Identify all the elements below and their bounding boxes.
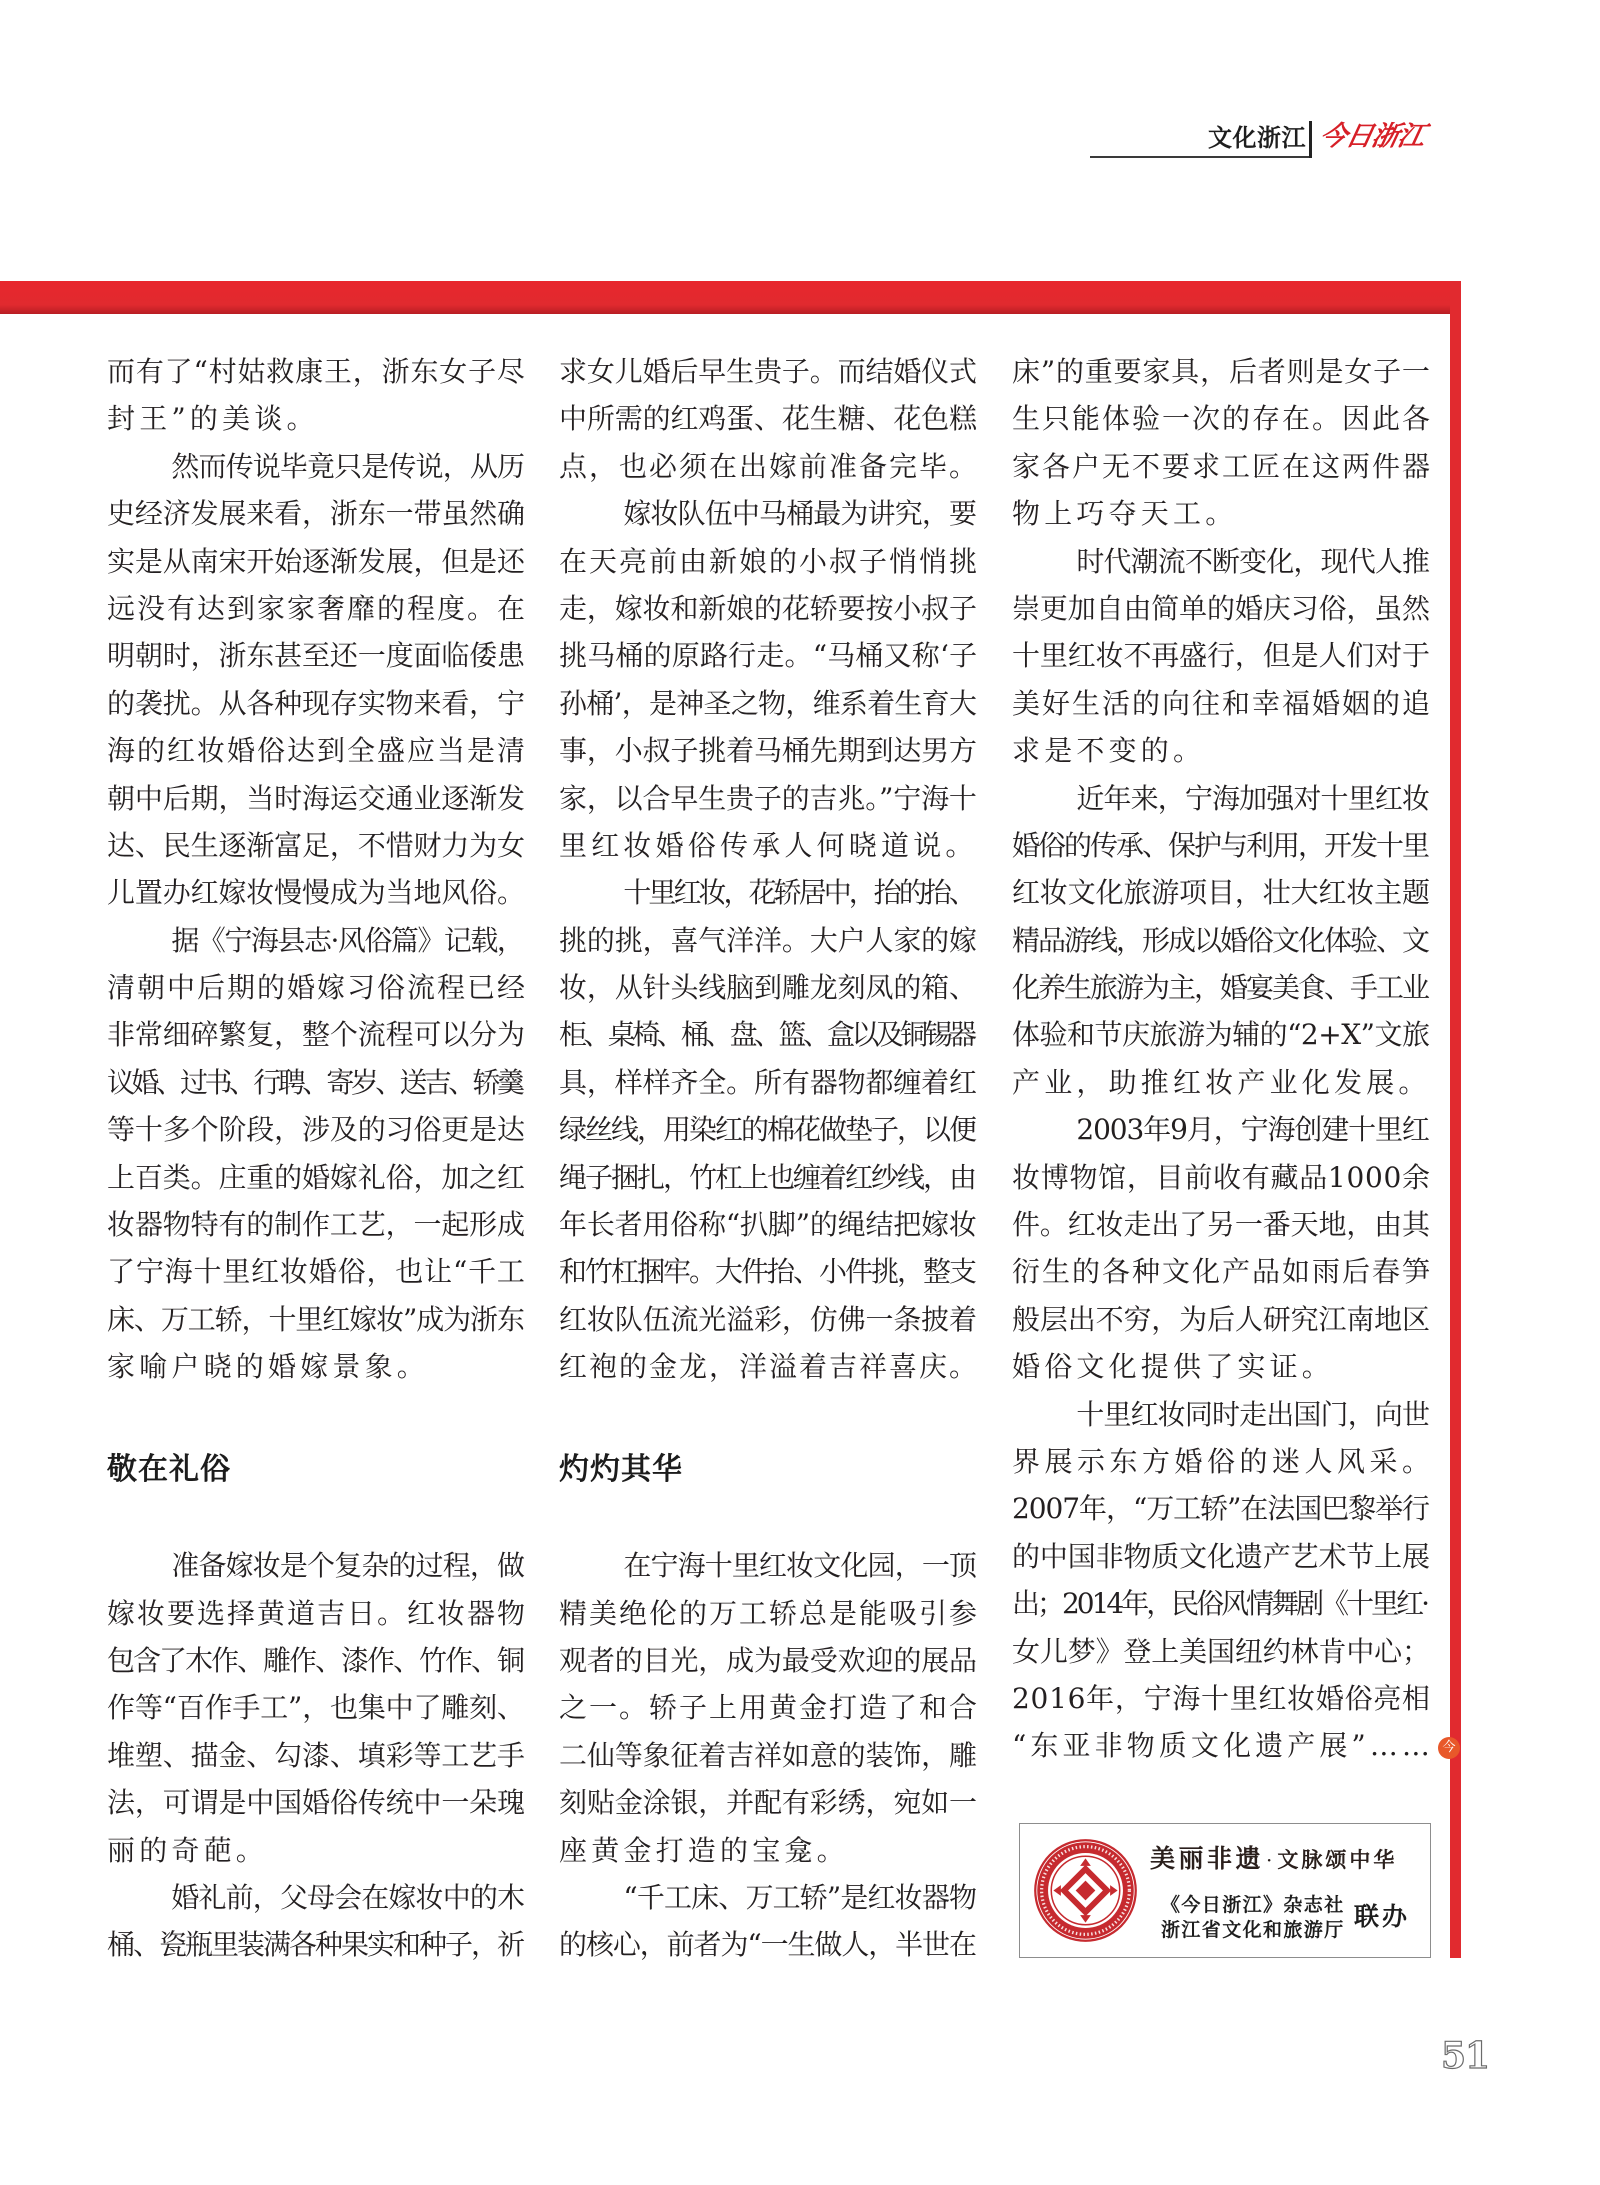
text-line-content: 婚俗文化提供了实证。: [1012, 1350, 1335, 1384]
section-title: 文化浙江: [1208, 124, 1306, 152]
text-line-content: 件。红妆走出了另一番天地，由其: [1012, 1208, 1430, 1242]
text-line-content: 十里红妆，花轿居中，抬的抬、: [623, 876, 974, 910]
text-line: [1012, 1485, 1430, 1532]
text-line-content: 而有了“村姑救康王，浙东女子尽: [107, 355, 526, 388]
text-line-content: 具，样样齐全。所有器物都缠着红: [559, 1065, 977, 1099]
text-line: [559, 585, 977, 632]
text-line-content: 婚礼前，父母会在嫁妆中的木: [171, 1881, 525, 1915]
text-line: [107, 1201, 525, 1248]
text-line: [559, 964, 977, 1011]
text-line-content: 朝中后期，当时海运交通业逐渐发: [107, 781, 525, 815]
text-line-content: 时代潮流不断变化，现代人推: [1076, 544, 1430, 578]
text-line: [1012, 1106, 1430, 1153]
text-line: [559, 1106, 977, 1153]
text-line-content: 般层出不穷，为后人研究江南地区: [1012, 1302, 1430, 1336]
text-line: [1012, 585, 1430, 632]
text-line-content: 界展示东方婚俗的迷人风采。: [1012, 1444, 1435, 1478]
text-line-content: 挑的挑，喜气洋洋。大户人家的嫁: [559, 923, 977, 957]
text-line: [1012, 822, 1430, 869]
text-line: [1012, 443, 1433, 490]
text-line-content: 妆博物馆，目前收有藏品1000余: [1012, 1160, 1431, 1194]
red-side-bar: [1450, 281, 1461, 1958]
text-line-content: 二仙等象征着吉祥如意的装饰，雕: [559, 1738, 977, 1772]
text-line-content: 十里红妆同时走出国门，向世: [1076, 1397, 1430, 1431]
text-line: [107, 1542, 525, 1589]
text-line: [107, 1154, 525, 1201]
text-line-content: 绿丝线，用染红的棉花做垫子，以便: [559, 1113, 976, 1147]
text-line: [1012, 1201, 1430, 1248]
paragraph: [107, 917, 528, 1391]
text-line-content: 封王”的美谈。: [107, 402, 319, 436]
paragraph: [559, 1874, 977, 1969]
section-heading: [107, 1391, 525, 1543]
text-line: [1012, 917, 1430, 964]
text-line: [1012, 1722, 1456, 1769]
text-line: [107, 1874, 525, 1921]
text-line-content: 非常细碎繁复，整个流程可以分为: [107, 1018, 525, 1052]
paragraph: [559, 1542, 980, 1874]
text-line: [1012, 1533, 1430, 1580]
text-line: [559, 1296, 977, 1343]
text-line: [1012, 1248, 1433, 1295]
text-line-content: 2016年，宁海十里红妆婚俗亮相: [1012, 1681, 1431, 1715]
text-line: [107, 1590, 528, 1637]
text-line: [559, 869, 977, 916]
text-line-content: 事，小叔子挑着马桶先期到达男方: [559, 734, 977, 768]
text-line-content: 中所需的红鸡蛋、花生糖、花色糕: [559, 402, 977, 436]
text-line: [559, 917, 977, 964]
paragraph: [1012, 538, 1433, 775]
text-line-content: 崇更加自由简单的婚庆习俗，虽然: [1012, 591, 1430, 625]
text-line-content: 法，可谓是中国婚俗传统中一朵瑰: [107, 1786, 525, 1820]
text-line-content: 清朝中后期的婚嫁习俗流程已经: [107, 971, 528, 1005]
text-line: [1012, 632, 1430, 679]
credit-org-department: 浙江省文化和旅游厅: [1161, 1919, 1345, 1941]
text-line-content: 儿置办红嫁妆慢慢成为当地风俗。: [107, 876, 525, 910]
text-line-content: 史经济发展来看，浙东一带虽然确: [107, 497, 525, 531]
text-line-content: 求女儿婚后早生贵子。而结婚仪式: [559, 355, 977, 388]
text-line: [1012, 1391, 1430, 1438]
text-line-content: 之一。轿子上用黄金打造了和合: [559, 1691, 980, 1725]
text-line-content: 里红妆婚俗传承人何晓道说。: [559, 828, 978, 862]
text-line: [559, 1542, 977, 1589]
text-line: [559, 538, 980, 585]
text-line-content: 据《宁海县志·风俗篇》记载，: [171, 923, 524, 957]
text-line-content: 了宁海十里红妆婚俗，也让“千工: [107, 1255, 526, 1289]
text-line: [107, 1637, 525, 1684]
credit-slogan-separator: ·: [1266, 1848, 1273, 1872]
text-line-content: 海的红妆婚俗达到全盛应当是清: [107, 734, 528, 768]
heritage-seal-icon: [1032, 1837, 1139, 1944]
text-line-content: 的袭扰。从各种现存实物来看，宁: [107, 686, 525, 720]
text-line-content: 2003年9月，宁海创建十里红: [1076, 1113, 1429, 1147]
text-line: [107, 775, 525, 822]
text-line: [559, 348, 977, 395]
text-line: [559, 1590, 980, 1637]
end-mark-icon: 今: [1438, 1737, 1460, 1759]
text-line: [1012, 1296, 1430, 1343]
text-line: [1012, 1580, 1430, 1627]
text-line-content: 座黄金打造的宝龛。: [559, 1833, 849, 1867]
text-line-content: “千工床、万工轿”是红妆器物: [623, 1881, 977, 1915]
text-line-content: 准备嫁妆是个复杂的过程，做: [171, 1549, 525, 1583]
paragraph: [1012, 348, 1433, 538]
text-line-content: 堆塑、描金、勾漆、填彩等工艺手: [107, 1738, 525, 1772]
text-line-content: 红袍的金龙，洋溢着吉祥喜庆。: [559, 1350, 980, 1384]
text-line-content: 床”的重要家具，后者则是女子一: [1012, 355, 1431, 388]
text-line: [107, 1921, 525, 1968]
text-line-content: 妆，从针头线脑到雕龙刻凤的箱、: [559, 971, 977, 1005]
text-line: [1012, 1343, 1430, 1390]
text-line-content: 点，也必须在出嫁前准备完毕。: [559, 449, 980, 483]
text-line: [559, 1201, 977, 1248]
text-line: [107, 1779, 525, 1826]
text-line-content: 精品游线，形成以婚俗文化体验、文: [1012, 923, 1429, 957]
text-line: [107, 1684, 525, 1731]
text-line: [559, 1684, 980, 1731]
paragraph: [107, 1542, 528, 1874]
text-line: [559, 1343, 980, 1390]
paragraph: [559, 490, 980, 869]
text-line-content: 化养生旅游为主，婚宴美食、手工业: [1012, 971, 1429, 1005]
text-line-content: 精美绝伦的万工轿总是能吸引参: [559, 1596, 980, 1630]
magazine-logo: 今日浙江: [1316, 121, 1428, 152]
text-line-content: 挑马桶的原路行走。“马桶又称‘子: [559, 639, 978, 673]
text-line: [107, 395, 525, 442]
text-line-content: 家各户无不要求工匠在这两件器: [1012, 449, 1433, 483]
text-line: [107, 917, 525, 964]
text-line-content: 的核心，前者为“一生做人，半世在: [559, 1928, 976, 1962]
header-underline: [1090, 156, 1311, 158]
text-line-content: 达、民生逐渐富足，不惜财力为女: [107, 828, 525, 862]
credit-slogan-main: 美丽非遗: [1150, 1844, 1265, 1873]
text-line-content: 嫁妆要选择黄道吉日。红妆器物: [107, 1596, 528, 1630]
text-line-content: 走，嫁妆和新娘的花轿要按小叔子: [559, 591, 977, 625]
text-line: [107, 869, 525, 916]
text-line: [1012, 395, 1433, 442]
paragraph: [1012, 775, 1430, 1107]
text-line: [107, 1106, 525, 1153]
text-line-content: 桶、瓷瓶里装满各种果实和种子，祈: [107, 1928, 524, 1962]
text-line-content: 近年来，宁海加强对十里红妆: [1076, 781, 1430, 815]
header-divider: [1309, 121, 1312, 158]
text-line-content: 2007年，“万工轿”在法国巴黎举行: [1012, 1492, 1429, 1526]
text-line-content: 明朝时，浙东甚至还一度面临倭患: [107, 639, 525, 673]
text-column-1: [107, 348, 528, 1969]
text-line-content: 衍生的各种文化产品如雨后春笋: [1012, 1255, 1433, 1289]
text-line: [107, 964, 528, 1011]
text-line: [559, 1779, 977, 1826]
text-line: [559, 822, 977, 869]
text-line: [107, 1296, 525, 1343]
text-line: [1012, 869, 1430, 916]
text-line: [559, 1154, 977, 1201]
text-line: [107, 632, 525, 679]
text-line-content: 物上巧夺天工。: [1012, 497, 1238, 531]
text-line-content: 婚俗的传承、保护与利用，开发十里: [1012, 828, 1429, 862]
text-line-content: 丽的奇葩。: [107, 1833, 269, 1867]
text-line-content: 嫁妆队伍中马桶最为讲究，要: [623, 497, 977, 531]
text-line: [107, 822, 525, 869]
text-line-content: 实是从南宋开始逐渐发展，但是还: [107, 544, 525, 578]
text-line: [107, 443, 525, 490]
text-line: [1012, 490, 1430, 537]
credit-slogan: [1150, 1843, 1397, 1875]
text-line-content: 年长者用俗称“扒脚”的绳结把嫁妆: [559, 1208, 977, 1242]
text-line: [1012, 1675, 1430, 1722]
text-line: [559, 1827, 977, 1874]
text-line-content: 等十多个阶段，涉及的习俗更是达: [107, 1113, 525, 1147]
text-line-content: 和竹杠捆牢。大件抬、小件挑，整支: [559, 1255, 976, 1289]
text-line: [107, 1827, 525, 1874]
text-line: [1012, 775, 1430, 822]
credit-slogan-sub: 文脉颂中华: [1277, 1847, 1398, 1872]
text-line: [1012, 680, 1433, 727]
section-heading-text: 灼灼其华: [559, 1452, 683, 1488]
text-line: [107, 585, 528, 632]
text-line-content: 观者的目光，成为最受欢迎的展品: [559, 1644, 977, 1678]
text-line-content: 产业，助推红妆产业化发展。: [1012, 1065, 1431, 1099]
text-line-content: 红妆队伍流光溢彩，仿佛一条披着: [559, 1302, 977, 1336]
paragraph: [107, 443, 528, 917]
paragraph: [559, 348, 980, 490]
section-heading-text: 敬在礼俗: [107, 1452, 231, 1488]
text-line-content: 美好生活的向往和幸福婚姻的追: [1012, 686, 1433, 720]
text-line: [107, 538, 525, 585]
text-line-content: 的中国非物质文化遗产艺术节上展: [1012, 1539, 1430, 1573]
text-line-content: 在宁海十里红妆文化园，一顶: [623, 1549, 977, 1583]
text-line-content: 远没有达到家家奢靡的程度。在: [107, 591, 528, 625]
credit-joint-label: 联办: [1354, 1902, 1411, 1931]
text-column-2: [559, 348, 980, 1969]
page-number: 51: [1441, 2035, 1490, 2077]
text-line: [559, 1248, 977, 1295]
paragraph: [559, 869, 980, 1390]
text-line-content: 生只能体验一次的存在。因此各: [1012, 402, 1433, 436]
text-line-content: 孙桶’，是神圣之物，维系着生育大: [559, 686, 977, 720]
text-line: [1012, 1059, 1430, 1106]
text-line: [1012, 1438, 1435, 1485]
text-line-content: 然而传说毕竟只是传说，从历: [171, 449, 525, 483]
text-line: [559, 1921, 977, 1968]
text-line: [1012, 538, 1430, 585]
text-line: [1012, 348, 1430, 395]
text-line: [107, 1011, 525, 1058]
text-line-content: “东亚非物质文化遗产展”……: [1012, 1729, 1435, 1763]
text-line: [559, 727, 977, 774]
text-line: [559, 1874, 977, 1921]
text-line: [107, 1059, 525, 1106]
text-line: [1012, 1154, 1430, 1201]
section-heading: [559, 1391, 977, 1543]
text-line: [107, 680, 525, 727]
text-line-content: 柜、桌椅、桶、盘、篮、盒以及铜锡器: [559, 1018, 974, 1052]
credit-box: [1019, 1823, 1431, 1958]
paragraph: [1012, 1391, 1456, 1770]
text-line: [107, 727, 528, 774]
red-top-band: [0, 281, 1461, 314]
text-line: [1012, 1011, 1430, 1058]
text-line: [559, 775, 977, 822]
text-line: [559, 680, 977, 727]
paragraph: [107, 348, 525, 443]
text-line: [559, 1637, 977, 1684]
paragraph: [1012, 1106, 1433, 1390]
text-line-content: 家，以合早生贵子的吉兆。”宁海十: [559, 781, 977, 815]
credit-org-magazine: 《今日浙江》杂志社: [1161, 1894, 1345, 1916]
text-column-3: [1012, 348, 1456, 1770]
text-line: [559, 395, 977, 442]
text-line-content: 妆器物特有的制作工艺，一起形成: [107, 1208, 525, 1242]
text-line-content: 作等“百作手工”，也集中了雕刻、: [107, 1691, 525, 1725]
text-line: [559, 1732, 977, 1779]
text-line-content: 女儿梦》登上美国纽约林肯中心；: [1012, 1634, 1430, 1668]
text-line: [1012, 1628, 1430, 1675]
text-line-content: 包含了木作、雕作、漆作、竹作、铜: [107, 1644, 524, 1678]
text-line: [107, 1343, 525, 1390]
text-line-content: 体验和节庆旅游为辅的“2+X”文旅: [1012, 1018, 1430, 1052]
text-line: [559, 1011, 977, 1058]
text-line: [559, 443, 980, 490]
text-line-content: 刻贴金涂银，并配有彩绣，宛如一: [559, 1786, 977, 1820]
text-line-content: 求是不变的。: [1012, 734, 1206, 768]
text-line-content: 家喻户晓的婚嫁景象。: [107, 1350, 430, 1384]
text-line-content: 床、万工轿，十里红嫁妆”成为浙东: [107, 1302, 524, 1336]
text-line-content: 绳子捆扎，竹杠上也缠着红纱线，由: [559, 1160, 976, 1194]
text-line: [107, 1732, 525, 1779]
text-line: [559, 632, 977, 679]
text-line-content: 议婚、过书、行聘、寄岁、送吉、轿羹: [107, 1065, 522, 1099]
text-line: [1012, 727, 1430, 774]
text-line: [107, 1248, 525, 1295]
text-line: [559, 1059, 977, 1106]
text-line: [1012, 964, 1430, 1011]
text-line-content: 上百类。庄重的婚嫁礼俗，加之红: [107, 1160, 525, 1194]
text-line: [107, 348, 525, 395]
text-line-content: 在天亮前由新娘的小叔子悄悄挑: [559, 544, 980, 578]
text-line-content: 出；2014年，民俗风情舞剧《十里红·: [1012, 1587, 1427, 1621]
text-line: [559, 490, 977, 537]
text-line-content: 十里红妆不再盛行，但是人们对于: [1012, 639, 1430, 673]
text-line: [107, 490, 525, 537]
text-line-content: 红妆文化旅游项目，壮大红妆主题: [1012, 876, 1430, 910]
paragraph: [107, 1874, 525, 1969]
